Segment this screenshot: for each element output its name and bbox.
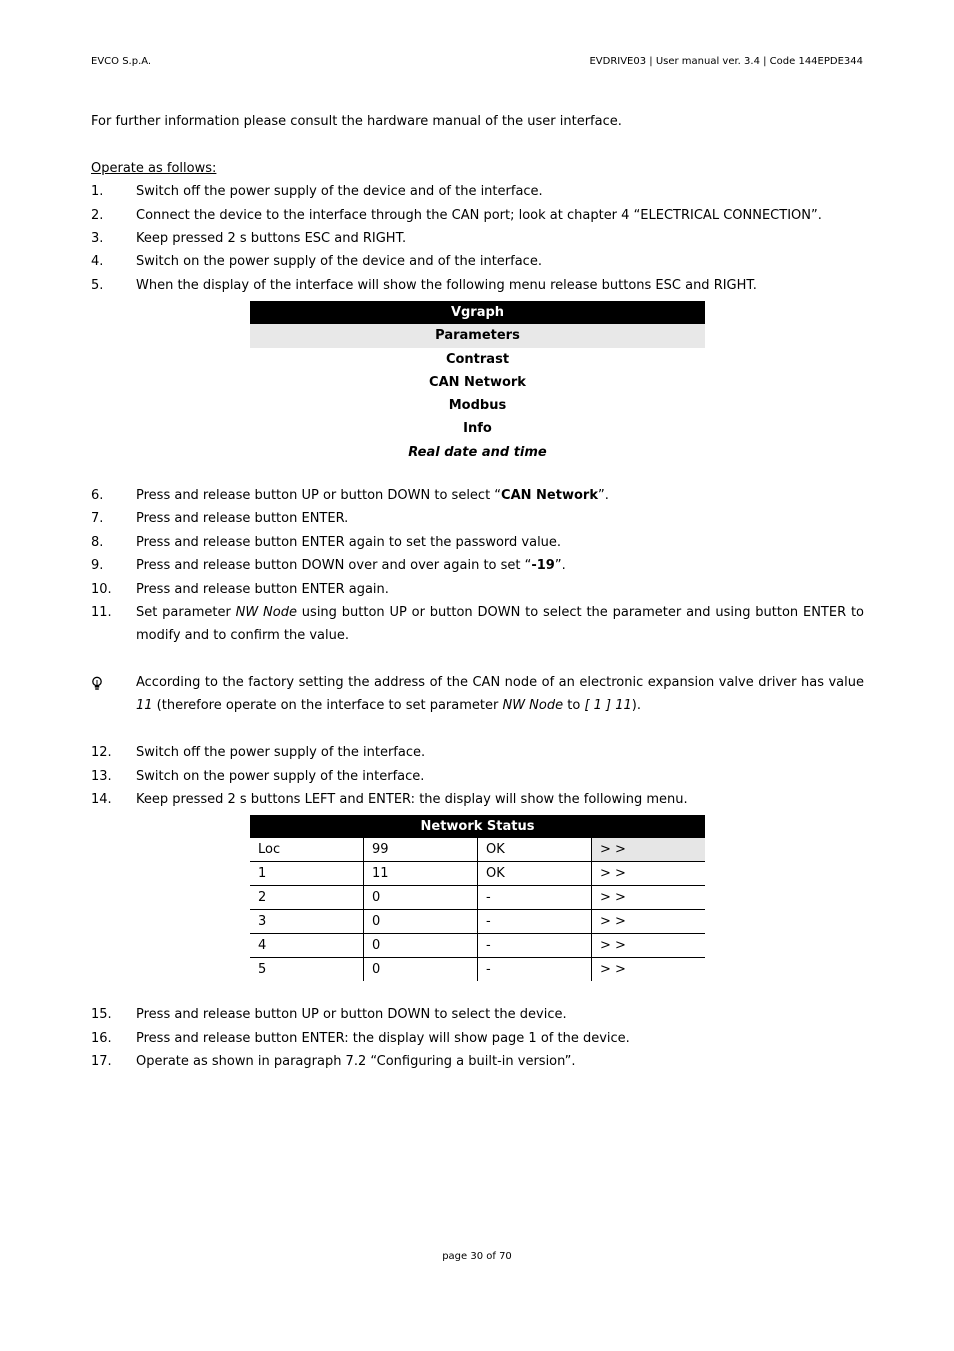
table-row bbox=[250, 958, 705, 982]
table-cell: > > bbox=[592, 934, 706, 958]
table-row bbox=[250, 838, 705, 862]
table-cell: - bbox=[478, 934, 592, 958]
table-cell: > > bbox=[592, 910, 706, 934]
table-cell: > > bbox=[592, 958, 706, 982]
table-cell: 11 bbox=[364, 862, 478, 886]
step-number: 11. bbox=[91, 605, 112, 620]
table-cell: - bbox=[478, 886, 592, 910]
step-text: Keep pressed 2 s buttons LEFT and ENTER: the display will show the following menu. bbox=[136, 792, 688, 807]
table-row bbox=[250, 934, 705, 958]
table-cell: 1 bbox=[250, 862, 364, 886]
step-number: 1. bbox=[91, 184, 104, 199]
step-number: 6. bbox=[91, 488, 104, 503]
step-text: Keep pressed 2 s buttons ESC and RIGHT. bbox=[136, 231, 407, 246]
table-cell: OK bbox=[478, 862, 592, 886]
vgraph-menu bbox=[250, 301, 705, 464]
step-text: Set parameter NW Node using button UP or button DOWN to select the parameter and using button ENTER to modify and to confirm the value. bbox=[136, 605, 865, 643]
menu-item-real-date-and-time: Real date and time bbox=[408, 444, 547, 460]
header-company: EVCO S.p.A. bbox=[91, 56, 152, 67]
lightbulb-icon bbox=[91, 676, 103, 692]
step-text: Switch on the power supply of the interface. bbox=[136, 769, 425, 784]
table-cell: 0 bbox=[364, 958, 478, 982]
step-number: 2. bbox=[91, 208, 104, 223]
menu-item-modbus: Modbus bbox=[448, 398, 507, 414]
step-number: 4. bbox=[91, 254, 104, 269]
step-number: 14. bbox=[91, 792, 112, 807]
step-text: Press and release button ENTER again. bbox=[136, 582, 389, 597]
menu-item-parameters: Parameters bbox=[250, 324, 705, 347]
note-text: According to the factory setting the address of the CAN node of an electronic expansion valve driver has value 11 (therefore operate on the interface to set parameter NW Node to [ 1 ] 11). bbox=[136, 675, 864, 713]
intro-paragraph: For further information please consult the hardware manual of the user interface. bbox=[91, 114, 622, 129]
menu-item-can-network: CAN Network bbox=[429, 374, 526, 390]
table-cell: Loc bbox=[250, 838, 364, 862]
table-row bbox=[250, 886, 705, 910]
table-cell: OK bbox=[478, 838, 592, 862]
step-number: 13. bbox=[91, 769, 112, 784]
table-cell: 99 bbox=[364, 838, 478, 862]
step-text: Press and release button UP or button DOWN to select “CAN Network”. bbox=[136, 488, 609, 503]
table-cell: 5 bbox=[258, 962, 267, 977]
step-text: Press and release button UP or button DOWN to select the device. bbox=[136, 1007, 567, 1022]
table-cell: - bbox=[478, 910, 592, 934]
table-cell: > > bbox=[592, 838, 706, 862]
step-text: Press and release button ENTER: the display will show page 1 of the device. bbox=[136, 1031, 630, 1046]
step-text: Switch off the power supply of the interface. bbox=[136, 745, 426, 760]
step-text: Connect the device to the interface through the CAN port; look at chapter 4 “ELECTRICAL CONNECTION”. bbox=[136, 208, 822, 223]
step-number: 16. bbox=[91, 1031, 112, 1046]
step-number: 7. bbox=[91, 511, 104, 526]
table-cell: 2 bbox=[250, 886, 364, 910]
table-row bbox=[250, 910, 705, 934]
step-text: Operate as shown in paragraph 7.2 “Configuring a built-in version”. bbox=[136, 1054, 576, 1069]
step-text: Switch off the power supply of the device and of the interface. bbox=[136, 184, 543, 199]
table-cell: 0 bbox=[364, 910, 478, 934]
table-cell: 0 bbox=[364, 934, 478, 958]
step-number: 12. bbox=[91, 745, 112, 760]
step-number: 15. bbox=[91, 1007, 112, 1022]
step-number: 8. bbox=[91, 535, 104, 550]
menu-item-contrast: Contrast bbox=[445, 351, 510, 367]
table-cell: 4 bbox=[250, 934, 364, 958]
network-status-table bbox=[250, 815, 705, 981]
step-number: 10. bbox=[91, 582, 112, 597]
table-title: Network Status bbox=[250, 815, 705, 838]
step-text: Press and release button DOWN over and over again to set “-19”. bbox=[136, 558, 566, 573]
step-text: Press and release button ENTER again to set the password value. bbox=[136, 535, 562, 550]
step-text: When the display of the interface will show the following menu release buttons ESC and RIGHT. bbox=[136, 278, 757, 293]
table-cell: - bbox=[478, 958, 592, 982]
table-cell: 0 bbox=[364, 886, 478, 910]
table-row bbox=[250, 862, 705, 886]
step-number: 3. bbox=[91, 231, 104, 246]
step-text: Press and release button ENTER. bbox=[136, 511, 349, 526]
page-number: page 30 of 70 bbox=[442, 1251, 512, 1262]
step-number: 17. bbox=[91, 1054, 112, 1069]
operate-heading: Operate as follows: bbox=[91, 161, 217, 176]
table-cell: > > bbox=[592, 862, 706, 886]
header-document-info: EVDRIVE03 | User manual ver. 3.4 | Code 144EPDE344 bbox=[589, 56, 863, 67]
table-cell: > > bbox=[592, 886, 706, 910]
step-text: Switch on the power supply of the device and of the interface. bbox=[136, 254, 542, 269]
menu-title: Vgraph bbox=[250, 301, 705, 324]
step-number: 9. bbox=[91, 558, 104, 573]
table-cell: 3 bbox=[250, 910, 364, 934]
menu-item-info: Info bbox=[463, 421, 492, 437]
step-number: 5. bbox=[91, 278, 104, 293]
